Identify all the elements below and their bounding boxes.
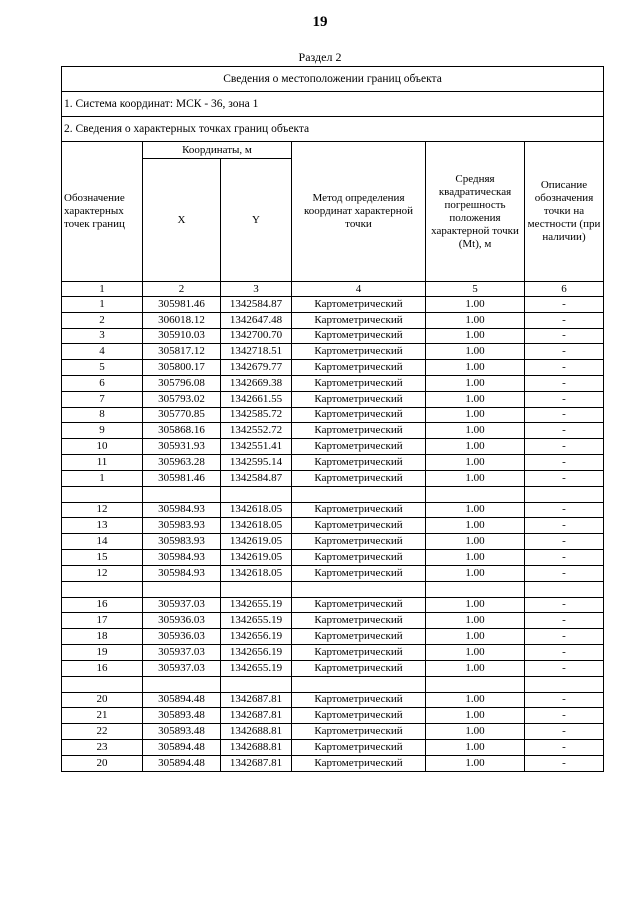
table-row [62, 297, 604, 313]
header-accuracy: Средняя квадратическая погрешность положения характерной точки (Mt), м [426, 142, 525, 282]
header-row-1 [62, 142, 604, 159]
accuracy-cell: 1.00 [426, 328, 525, 344]
x-cell: 305984.93 [143, 565, 221, 581]
method-cell: Картометрический [292, 755, 426, 771]
column-number: 6 [525, 282, 604, 297]
accuracy-cell: 1.00 [426, 470, 525, 486]
y-cell: 1342688.81 [221, 739, 292, 755]
point-id-cell: 13 [62, 518, 143, 534]
method-cell: Картометрический [292, 502, 426, 518]
table-title: Сведения о местоположении границ объекта [62, 67, 604, 92]
method-cell: Картометрический [292, 660, 426, 676]
method-cell: Картометрический [292, 692, 426, 708]
table-row [62, 629, 604, 645]
y-cell: 1342718.51 [221, 344, 292, 360]
y-cell: 1342584.87 [221, 470, 292, 486]
accuracy-cell: 1.00 [426, 692, 525, 708]
empty-cell [525, 486, 604, 502]
y-cell: 1342687.81 [221, 692, 292, 708]
x-cell: 305981.46 [143, 297, 221, 313]
description-cell: - [525, 724, 604, 740]
y-cell: 1342661.55 [221, 391, 292, 407]
empty-cell [292, 486, 426, 502]
boundary-points-table [61, 66, 604, 772]
description-cell: - [525, 708, 604, 724]
empty-cell [292, 676, 426, 692]
table-row [62, 692, 604, 708]
y-cell: 1342551.41 [221, 439, 292, 455]
table-row [62, 534, 604, 550]
point-id-cell: 8 [62, 407, 143, 423]
table-row [62, 375, 604, 391]
x-cell: 305910.03 [143, 328, 221, 344]
x-cell: 305800.17 [143, 360, 221, 376]
x-cell: 305963.28 [143, 454, 221, 470]
method-cell: Картометрический [292, 518, 426, 534]
y-cell: 1342619.05 [221, 549, 292, 565]
description-cell: - [525, 692, 604, 708]
method-cell: Картометрический [292, 439, 426, 455]
point-id-cell: 5 [62, 360, 143, 376]
method-cell: Картометрический [292, 724, 426, 740]
description-cell: - [525, 312, 604, 328]
empty-cell [62, 676, 143, 692]
y-cell: 1342700.70 [221, 328, 292, 344]
x-cell: 305893.48 [143, 724, 221, 740]
method-cell: Картометрический [292, 708, 426, 724]
accuracy-cell: 1.00 [426, 391, 525, 407]
y-cell: 1342655.19 [221, 597, 292, 613]
x-cell: 305931.93 [143, 439, 221, 455]
point-id-cell: 1 [62, 297, 143, 313]
x-cell: 305770.85 [143, 407, 221, 423]
group-separator-row [62, 486, 604, 502]
point-id-cell: 16 [62, 597, 143, 613]
table-title-row [62, 67, 604, 92]
method-cell: Картометрический [292, 407, 426, 423]
points-title-row [62, 117, 604, 142]
description-cell: - [525, 565, 604, 581]
accuracy-cell: 1.00 [426, 407, 525, 423]
empty-cell [221, 581, 292, 597]
empty-cell [525, 581, 604, 597]
y-cell: 1342584.87 [221, 297, 292, 313]
description-cell: - [525, 660, 604, 676]
description-cell: - [525, 297, 604, 313]
method-cell: Картометрический [292, 312, 426, 328]
method-cell: Картометрический [292, 423, 426, 439]
x-cell: 305937.03 [143, 644, 221, 660]
point-id-cell: 1 [62, 470, 143, 486]
description-cell: - [525, 439, 604, 455]
empty-cell [143, 486, 221, 502]
table-row [62, 518, 604, 534]
point-id-cell: 21 [62, 708, 143, 724]
x-cell: 305868.16 [143, 423, 221, 439]
method-cell: Картометрический [292, 597, 426, 613]
table-row [62, 739, 604, 755]
description-cell: - [525, 502, 604, 518]
x-cell: 305983.93 [143, 534, 221, 550]
accuracy-cell: 1.00 [426, 439, 525, 455]
description-cell: - [525, 407, 604, 423]
x-cell: 305937.03 [143, 597, 221, 613]
method-cell: Картометрический [292, 613, 426, 629]
header-description: Описание обозначения точки на местности (при наличии) [525, 142, 604, 282]
method-cell: Картометрический [292, 297, 426, 313]
header-method: Метод определения координат характерной точки [292, 142, 426, 282]
point-id-cell: 22 [62, 724, 143, 740]
table-row [62, 660, 604, 676]
method-cell: Картометрический [292, 549, 426, 565]
table-row [62, 755, 604, 771]
method-cell: Картометрический [292, 565, 426, 581]
description-cell: - [525, 360, 604, 376]
point-id-cell: 11 [62, 454, 143, 470]
method-cell: Картометрический [292, 360, 426, 376]
accuracy-cell: 1.00 [426, 565, 525, 581]
point-id-cell: 17 [62, 613, 143, 629]
y-cell: 1342655.19 [221, 660, 292, 676]
method-cell: Картометрический [292, 391, 426, 407]
accuracy-cell: 1.00 [426, 344, 525, 360]
point-id-cell: 14 [62, 534, 143, 550]
method-cell: Картометрический [292, 328, 426, 344]
header-x: X [143, 159, 221, 282]
table-row [62, 613, 604, 629]
coord-system: 1. Система координат: МСК - 36, зона 1 [62, 92, 604, 117]
method-cell: Картометрический [292, 644, 426, 660]
accuracy-cell: 1.00 [426, 644, 525, 660]
empty-cell [221, 676, 292, 692]
x-cell: 305936.03 [143, 629, 221, 645]
accuracy-cell: 1.00 [426, 549, 525, 565]
table-row [62, 502, 604, 518]
x-cell: 305893.48 [143, 708, 221, 724]
accuracy-cell: 1.00 [426, 724, 525, 740]
y-cell: 1342679.77 [221, 360, 292, 376]
header-coordinates: Координаты, м [143, 142, 292, 159]
description-cell: - [525, 597, 604, 613]
accuracy-cell: 1.00 [426, 629, 525, 645]
y-cell: 1342687.81 [221, 708, 292, 724]
description-cell: - [525, 470, 604, 486]
description-cell: - [525, 629, 604, 645]
empty-cell [426, 581, 525, 597]
accuracy-cell: 1.00 [426, 454, 525, 470]
table-row [62, 708, 604, 724]
column-number: 2 [143, 282, 221, 297]
page-number: 19 [312, 14, 328, 30]
accuracy-cell: 1.00 [426, 375, 525, 391]
table-row [62, 407, 604, 423]
table-row [62, 360, 604, 376]
x-cell: 305894.48 [143, 692, 221, 708]
table-row [62, 391, 604, 407]
description-cell: - [525, 755, 604, 771]
y-cell: 1342618.05 [221, 502, 292, 518]
y-cell: 1342552.72 [221, 423, 292, 439]
x-cell: 305894.48 [143, 739, 221, 755]
x-cell: 306018.12 [143, 312, 221, 328]
accuracy-cell: 1.00 [426, 502, 525, 518]
method-cell: Картометрический [292, 629, 426, 645]
x-cell: 305981.46 [143, 470, 221, 486]
y-cell: 1342655.19 [221, 613, 292, 629]
table-row [62, 328, 604, 344]
empty-cell [292, 581, 426, 597]
x-cell: 305793.02 [143, 391, 221, 407]
x-cell: 305984.93 [143, 502, 221, 518]
empty-cell [143, 676, 221, 692]
point-id-cell: 12 [62, 565, 143, 581]
method-cell: Картометрический [292, 344, 426, 360]
table-row [62, 344, 604, 360]
description-cell: - [525, 391, 604, 407]
description-cell: - [525, 739, 604, 755]
header-designation: Обозначение характерных точек границ [62, 142, 143, 282]
x-cell: 305984.93 [143, 549, 221, 565]
table-row [62, 470, 604, 486]
y-cell: 1342618.05 [221, 518, 292, 534]
table-row [62, 312, 604, 328]
point-id-cell: 18 [62, 629, 143, 645]
table-row [62, 597, 604, 613]
description-cell: - [525, 423, 604, 439]
y-cell: 1342595.14 [221, 454, 292, 470]
group-separator-row [62, 581, 604, 597]
column-number: 4 [292, 282, 426, 297]
description-cell: - [525, 549, 604, 565]
description-cell: - [525, 534, 604, 550]
point-id-cell: 20 [62, 755, 143, 771]
description-cell: - [525, 454, 604, 470]
point-id-cell: 4 [62, 344, 143, 360]
y-cell: 1342669.38 [221, 375, 292, 391]
x-cell: 305983.93 [143, 518, 221, 534]
x-cell: 305817.12 [143, 344, 221, 360]
description-cell: - [525, 644, 604, 660]
x-cell: 305894.48 [143, 755, 221, 771]
table-row [62, 439, 604, 455]
x-cell: 305796.08 [143, 375, 221, 391]
point-id-cell: 20 [62, 692, 143, 708]
accuracy-cell: 1.00 [426, 660, 525, 676]
point-id-cell: 23 [62, 739, 143, 755]
point-id-cell: 9 [62, 423, 143, 439]
accuracy-cell: 1.00 [426, 755, 525, 771]
description-cell: - [525, 328, 604, 344]
point-id-cell: 19 [62, 644, 143, 660]
table-row [62, 423, 604, 439]
y-cell: 1342618.05 [221, 565, 292, 581]
method-cell: Картометрический [292, 375, 426, 391]
column-number: 5 [426, 282, 525, 297]
table-row [62, 644, 604, 660]
empty-cell [143, 581, 221, 597]
description-cell: - [525, 613, 604, 629]
point-id-cell: 6 [62, 375, 143, 391]
accuracy-cell: 1.00 [426, 534, 525, 550]
points-title: 2. Сведения о характерных точках границ объекта [62, 117, 604, 142]
header-y: Y [221, 159, 292, 282]
description-cell: - [525, 344, 604, 360]
accuracy-cell: 1.00 [426, 613, 525, 629]
table-row [62, 724, 604, 740]
point-id-cell: 2 [62, 312, 143, 328]
y-cell: 1342656.19 [221, 644, 292, 660]
empty-cell [221, 486, 292, 502]
accuracy-cell: 1.00 [426, 312, 525, 328]
accuracy-cell: 1.00 [426, 708, 525, 724]
empty-cell [62, 486, 143, 502]
point-id-cell: 10 [62, 439, 143, 455]
accuracy-cell: 1.00 [426, 297, 525, 313]
x-cell: 305937.03 [143, 660, 221, 676]
empty-cell [426, 676, 525, 692]
method-cell: Картометрический [292, 739, 426, 755]
point-id-cell: 7 [62, 391, 143, 407]
y-cell: 1342619.05 [221, 534, 292, 550]
accuracy-cell: 1.00 [426, 423, 525, 439]
method-cell: Картометрический [292, 470, 426, 486]
y-cell: 1342647.48 [221, 312, 292, 328]
accuracy-cell: 1.00 [426, 739, 525, 755]
column-number: 3 [221, 282, 292, 297]
empty-cell [525, 676, 604, 692]
x-cell: 305936.03 [143, 613, 221, 629]
accuracy-cell: 1.00 [426, 360, 525, 376]
section-label: Раздел 2 [298, 50, 342, 64]
empty-cell [426, 486, 525, 502]
y-cell: 1342585.72 [221, 407, 292, 423]
coord-system-row [62, 92, 604, 117]
column-numbers-row [62, 282, 604, 297]
y-cell: 1342656.19 [221, 629, 292, 645]
accuracy-cell: 1.00 [426, 597, 525, 613]
description-cell: - [525, 518, 604, 534]
point-id-cell: 12 [62, 502, 143, 518]
column-number: 1 [62, 282, 143, 297]
method-cell: Картометрический [292, 454, 426, 470]
method-cell: Картометрический [292, 534, 426, 550]
group-separator-row [62, 676, 604, 692]
table-row [62, 454, 604, 470]
empty-cell [62, 581, 143, 597]
table-row [62, 565, 604, 581]
point-id-cell: 16 [62, 660, 143, 676]
point-id-cell: 15 [62, 549, 143, 565]
accuracy-cell: 1.00 [426, 518, 525, 534]
description-cell: - [525, 375, 604, 391]
point-id-cell: 3 [62, 328, 143, 344]
y-cell: 1342687.81 [221, 755, 292, 771]
table-row [62, 549, 604, 565]
y-cell: 1342688.81 [221, 724, 292, 740]
